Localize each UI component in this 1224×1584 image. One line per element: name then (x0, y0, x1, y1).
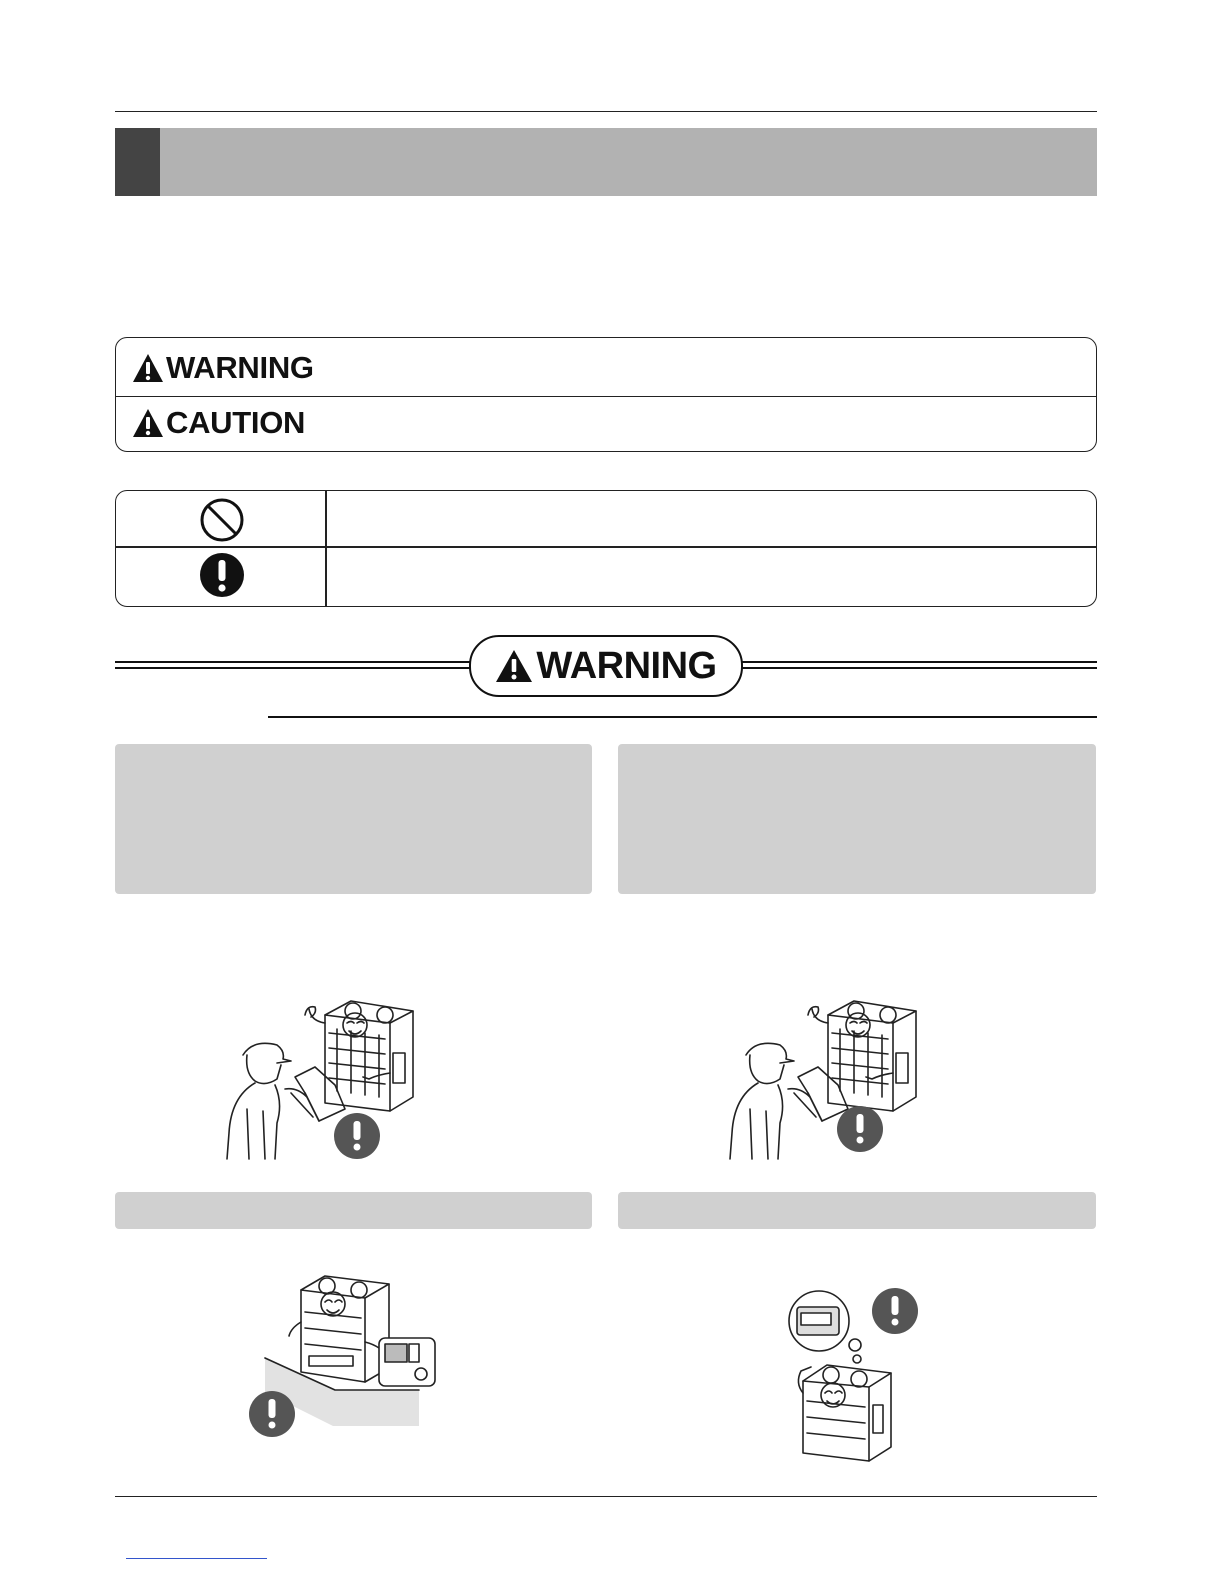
title-bar-tab (115, 128, 160, 196)
caution-signal (132, 405, 305, 441)
outdoor-unit-display-illustration (785, 1285, 925, 1470)
caution-triangle-icon (132, 408, 164, 438)
warning-triangle-icon (495, 649, 533, 683)
exclamation-icon (199, 552, 245, 598)
warning-badge (469, 635, 743, 697)
section-title-bar (115, 128, 1097, 196)
warning-signal (132, 350, 314, 386)
technician-with-manual-illustration (728, 993, 923, 1163)
warning-panel-2 (618, 744, 1096, 894)
symbol-divider-horizontal (116, 546, 1096, 548)
warning-row (116, 338, 1096, 394)
signal-word-box (115, 337, 1097, 452)
subsection-rule (268, 716, 1097, 718)
warning-triangle-icon (132, 353, 164, 383)
footer-link-underline[interactable] (126, 1558, 267, 1559)
warning-rule-right-2 (737, 667, 1097, 669)
caution-label: CAUTION (166, 405, 306, 440)
warning-panel-4 (618, 1192, 1096, 1229)
warning-badge-label: WARNING (536, 644, 717, 687)
technician-with-manual-illustration (225, 993, 420, 1163)
outdoor-unit-ground-illustration (245, 1272, 440, 1440)
warning-rule-right-1 (737, 661, 1097, 663)
symbol-legend-box (115, 490, 1097, 607)
warning-rule-left-2 (115, 667, 471, 669)
caution-row (116, 396, 1096, 450)
warning-label: WARNING (166, 350, 314, 385)
warning-rule-left-1 (115, 661, 471, 663)
symbol-divider-vertical (325, 491, 327, 606)
bottom-rule (115, 1496, 1097, 1497)
top-rule (115, 111, 1097, 112)
warning-panel-1 (115, 744, 592, 894)
warning-panel-3 (115, 1192, 592, 1229)
prohibition-icon (199, 497, 245, 543)
